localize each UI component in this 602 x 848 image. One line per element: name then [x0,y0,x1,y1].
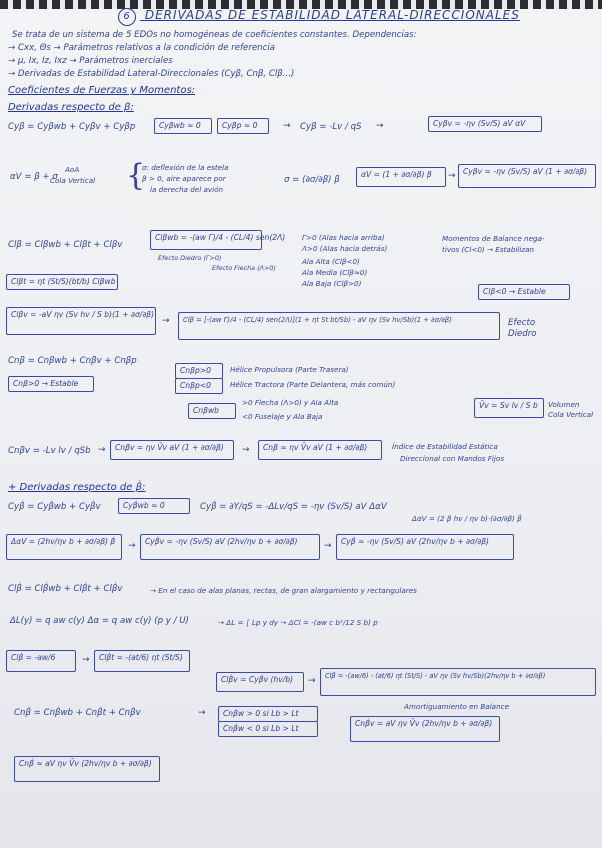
momentos-note-1: Momentos de Balance nega- [442,234,545,243]
cnbp-pos-box: Cnβp>0 [175,363,223,379]
arrow-icon: → [308,676,316,686]
ala-baja-note: Ala Baja (Clβ>0) [302,279,362,288]
clbdot-note: → En el caso de alas planas, rectas, de gran alargamiento y rectangulares [150,586,417,595]
arrow-icon: → [448,171,456,181]
clb-equation: Clβ = Clβwb + Clβt + Clβv [8,240,123,250]
alphav-equation: αV = β + σ [10,172,58,182]
alphav-box: αV = (1 + ∂σ/∂β) β [356,167,446,187]
helice-propulsora: Hélice Propulsora (Parte Trasera) [230,365,349,374]
cnbwb-box: Cnβwb [188,403,236,419]
cybdot-equation-2: Cyβ̇ = ∂Y/qS = -ΔLv/qS = -ηv (Sv/S) aV ΔαV [200,502,387,512]
cnbwb-neg-note: <0 Fuselaje y Ala Baja [242,412,323,421]
intro-line-2: → Cxx, Θs → Parámetros relativos a la condición de referencia [8,43,275,53]
efecto-diedro-note: Efecto Diedro [508,318,537,339]
alphav-note-3: la derecha del avión [150,185,224,194]
clb-total-box: Clβ = [-(aw Γ)/4 - (CL/4) sen(2Λ)](1 + ηt St bt/Sb) - aV ηv (Sv hv/Sb)(1 + ∂σ/∂β) [178,312,500,340]
intro-line-3: → μ, Ix, Iz, Ixz → Parámetros inerciales [8,56,173,66]
clbwb-box: Clβwb = -(aw Γ)/4 - (CL/4) sen(2Λ) [150,230,262,250]
arrow-icon: → [82,655,90,665]
cybdot-equation: Cyβ̇ = Cyβ̇wb + Cyβ̇v [8,502,101,512]
cyb-box-p: Cyβp ≈ 0 [217,118,269,134]
delta-alphav-box: ΔαV = (2hv/ηv b + ∂σ/∂β) β̇ [6,534,122,560]
delta-l-equation: ΔL(y) = q aw c(y) Δα = q aw c(y) (p y / U) [10,616,189,626]
cnbv-equation: Cnβv = -Lv lv / qSb [8,446,91,456]
volumen-label: Volumen [548,400,580,409]
lambda-note: Λ>0 (Alas hacia detrás) [302,244,388,253]
cnbdot-total-box: Cnβ̇ ≈ aV ηv V̄v (2hv/ηv b + ∂σ/∂β) [14,756,160,782]
heading-coeficientes: Coeficientes de Fuerzas y Momentos: [8,85,196,96]
delta-alphav-equation: ΔαV = (2 β hv / ηv b)·(∂σ/∂β) β̇ [412,514,522,523]
momentos-note-2: tivos (Cl<0) → Estabilizan [442,245,535,254]
cnbdot-equation: Cnβ̇ = Cnβ̇wb + Cnβ̇t + Cnβ̇v [14,708,141,718]
cyb-equation-2: Cyβ = -Lv / qS [300,122,362,132]
arrow-icon: → [324,541,332,551]
section-number: 6 [118,8,136,26]
amortiguamiento-note: Amortiguamiento en Balance [404,702,510,711]
intro-line-4: → Derivadas de Estabilidad Lateral-Direccionales (Cyβ, Cnβ, Clβ...) [8,69,295,79]
cnbwb-pos-note: >0 Flecha (Λ>0) y Ala Alta [242,398,339,407]
alphav-note-2: β > 0, aire aparece por [142,174,226,183]
alphav-aoa: AoA [65,165,80,174]
cnb-total-box: Cnβ ≈ ηv V̄v aV (1 + ∂σ/∂β) [258,440,382,460]
efecto-diedro-label: Efecto Diedro (Γ>0) [158,254,222,262]
cybdot-total-box: Cyβ̇ ≈ -ηv (Sv/S) aV (2hv/ηv b + ∂σ/∂β) [336,534,514,560]
cybdotv-box: Cyβ̇v = -ηv (Sv/S) aV (2hv/ηv b + ∂σ/∂β) [140,534,320,560]
indice-estabilidad-1: Índice de Estabilidad Estática [392,442,498,451]
cnbdot-pos-box: Cnβ̇w > 0 si Lb > Lt [218,706,318,722]
cnbv-box: Cnβv = ηv V̄v aV (1 + ∂σ/∂β) [110,440,234,460]
sigma-equation: σ = (∂σ/∂β) β [284,175,340,185]
cyb-box-wb: Cyβwb ≈ 0 [154,118,212,134]
gamma-note: Γ>0 (Alas hacia arriba) [302,233,385,242]
intro-line-1: Se trata de un sistema de 5 EDOs no homogéneas de coeficientes constantes. Dependencias: [12,30,417,40]
clbt-box: Clβt = ηt (St/S)(bt/b) Clβwb [6,274,118,290]
cnbdotv-box: Cnβ̇v = aV ηv V̄v (2hv/ηv b + ∂σ/∂β) [350,716,500,742]
helice-tractora: Hélice Tractora (Parte Delantera, más común) [230,380,396,389]
indice-estabilidad-2: Direccional con Mandos Fijos [400,454,505,463]
clb-estable-box: Clβ<0 → Estable [478,284,570,300]
arrow-icon: → [98,445,106,455]
arrow-icon: → [162,316,170,326]
heading-betadot: + Derivadas respecto de β̇: [8,482,146,493]
alphav-cola: Cola Vertical [50,176,96,185]
arrow-icon: → [128,541,136,551]
heading-beta: Derivadas respecto de β: [8,102,134,113]
arrow-icon: → [283,121,291,131]
clbdot-v-box: Clβ̇v = Cyβ̇v (hv/b) [216,672,304,692]
clbdot-wb-box: Clβ̇ = -aw/6 [6,650,76,672]
ala-media-note: Ala Media (Clβ≈0) [302,268,368,277]
arrow-icon: → [242,445,250,455]
title-text: DERIVADAS DE ESTABILIDAD LATERAL-DIRECCIONALES [144,8,520,22]
cnbp-neg-box: Cnβp<0 [175,378,223,394]
cnb-equation: Cnβ = Cnβwb + Cnβv + Cnβp [8,356,137,366]
cyb-equation: Cyβ = Cyβwb + Cyβv + Cyβp [8,122,136,132]
cola-vertical-label: Cola Vertical [548,410,594,419]
cybv-box: Cyβv = -ηv (Sv/S) aV (1 + ∂σ/∂β) [458,164,596,188]
cnbdot-neg-box: Cnβ̇w < 0 si Lb > Lt [218,721,318,737]
brace-icon: { [126,158,146,193]
cybdotwb-box: Cyβ̇wb ≈ 0 [118,498,190,514]
clbdot-equation: Clβ̇ = Clβ̇wb + Clβ̇t + Clβ̇v [8,584,123,594]
cyb-box-v: Cyβv = -ηv (Sv/S) aV αV [428,116,542,132]
arrow-icon: → [376,121,384,131]
ala-alta-note: Ala Alta (Clβ<0) [302,257,360,266]
clbdot-total-box: Clβ̇ = -(aw/6) - (at/6) ηt (St/S) - aV ηv (Sv hv/Sb)(2hv/ηv b + ∂σ/∂β) [320,668,596,696]
clbdot-t-box: Clβ̇t = -(at/6) ηt (St/S) [94,650,190,672]
cnb-estable-box: Cnβ>0 → Estable [8,376,94,392]
clbv-box: Clβv = -aV ηv (Sv hv / S b)(1 + ∂σ/∂β) [6,307,156,335]
volumen-cola-box: V̄v = Sv lv / S b [474,398,544,418]
efecto-flecha-label: Efecto Flecha (Λ>0) [212,264,276,272]
alphav-note-1: σ: deflexión de la estela [142,163,229,172]
delta-cl-equation: → ΔL = ∫ Lp y dy → ΔCl = -(aw c b²/12 S b) p [218,618,378,627]
page-title [118,8,520,26]
arrow-icon: → [198,708,206,718]
